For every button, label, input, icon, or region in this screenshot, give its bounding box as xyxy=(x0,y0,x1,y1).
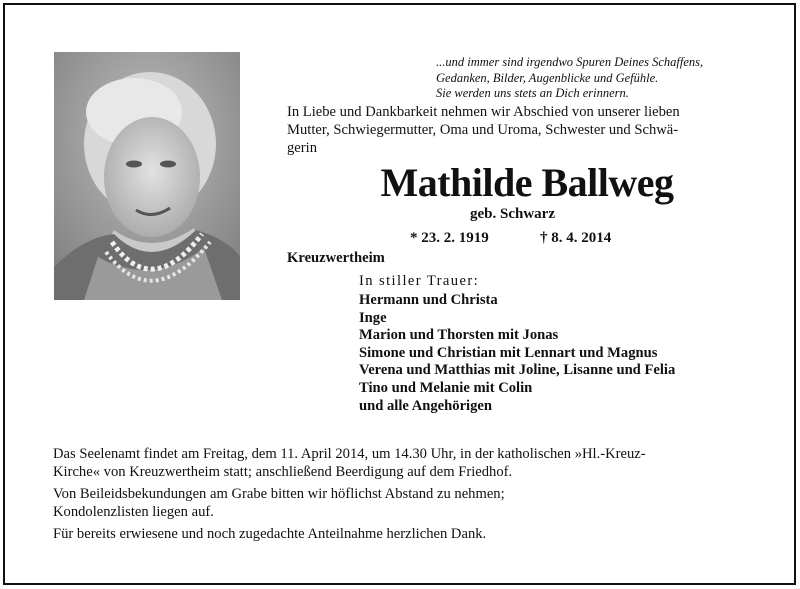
intro-line: gerin xyxy=(287,140,317,156)
quote-line: ...und immer sind irgendwo Spuren Deines Schaffens, xyxy=(436,55,704,69)
service-line: Das Seelenamt findet am Freitag, dem 11. April 2014, um 14.30 Uhr, in der katholischen »Hl.-Kreuz- xyxy=(53,446,646,462)
intro-line: In Liebe und Dankbarkeit nehmen wir Abschied von unserer lieben xyxy=(287,104,680,120)
condolence-line: Kondolenzlisten liegen auf. xyxy=(53,504,214,520)
mourner-entry: Simone und Christian mit Lennart und Magnus xyxy=(359,344,658,361)
quote-line: Gedanken, Bilder, Augenblicke und Gefühle. xyxy=(436,70,659,85)
service-information xyxy=(53,445,778,543)
birth-date: * 23. 2. 1919 xyxy=(410,230,489,246)
intro-line: Mutter, Schwiegermutter, Oma und Uroma, Schwester und Schwä- xyxy=(287,122,679,138)
mourner-entry: Tino und Melanie mit Colin xyxy=(359,379,533,396)
home-town: Kreuzwertheim xyxy=(287,250,385,266)
death-date: † 8. 4. 2014 xyxy=(540,230,612,246)
mourner-entry: Inge xyxy=(359,309,387,326)
service-line: Kirche« von Kreuzwertheim statt; anschließend Beerdigung auf dem Friedhof. xyxy=(53,464,513,480)
thanks-line: Für bereits erwiesene und noch zugedachte Anteilnahme herzlichen Dank. xyxy=(53,526,487,542)
birth-name: geb. Schwarz xyxy=(470,206,555,222)
mourners-list xyxy=(359,292,675,415)
mourner-entry: Hermann und Christa xyxy=(359,292,498,308)
mourner-entry: Verena und Matthias mit Joline, Lisanne und Felia xyxy=(359,362,676,379)
mourners-heading: In stiller Trauer: xyxy=(359,273,480,289)
mourner-entry: Marion und Thorsten mit Jonas xyxy=(359,327,559,344)
mourner-entry: und alle Angehörigen xyxy=(359,397,492,414)
portrait-icon xyxy=(54,52,240,300)
portrait-photo xyxy=(54,52,240,300)
intro-text xyxy=(287,103,767,157)
quote-line: Sie werden uns stets an Dich erinnern. xyxy=(436,86,629,100)
deceased-name: Mathilde Ballweg xyxy=(380,160,674,205)
condolence-line: Von Beileidsbekundungen am Grabe bitten wir höflichst Abstand zu nehmen; xyxy=(53,486,505,502)
memorial-quote xyxy=(436,55,776,102)
